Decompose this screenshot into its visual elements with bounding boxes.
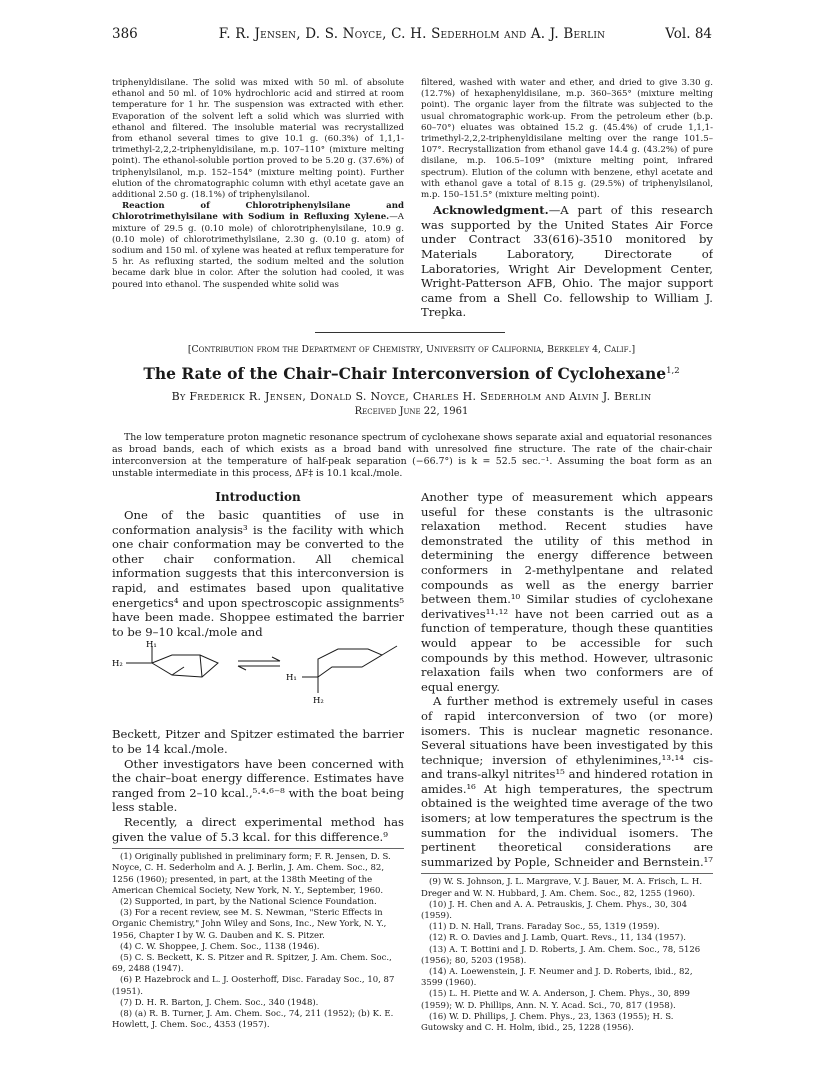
footnote: (14) A. Loewenstein, J. F. Neumer and J. D. Roberts, ibid., 82, 3599 (1960). bbox=[421, 967, 693, 989]
intro-paragraph-2: Beckett, Pitzer and Spitzer estimated the barrier to be 14 kcal./mole. bbox=[112, 727, 404, 756]
label-h1-left: H₁ bbox=[146, 641, 157, 651]
contribution-line: [Contribution from the Department of Chemistry, University of California, Berkeley 4, Calif.] bbox=[187, 344, 636, 355]
label-h2-right: H₂ bbox=[313, 696, 324, 707]
label-h2-left: H₂ bbox=[112, 659, 123, 670]
footnote: (2) Supported, in part, by the National Science Foundation. bbox=[120, 896, 377, 907]
footnote: (3) For a recent review, see M. S. Newman, "Steric Effects in Organic Chemistry," John Wiley and Sons, Inc., New York, N. Y., 1956, Chapter I by W. G. Dauben and K. S. Pitzer. bbox=[112, 908, 387, 941]
footnote-rule bbox=[112, 848, 404, 849]
introduction-heading: Introduction bbox=[215, 490, 301, 504]
reaction-body: —A mixture of 29.5 g. (0.10 mole) of chlorotriphenylsilane, 10.9 g. (0.10 mole) of chlorotrimethylsilane, 2.30 g. (0.10 g. atom) of sodium and 150 ml. of xylene was heated at reflux temperature for 5 hr. As refluxing started, the sodium melted and the solution became dark blue in color. After the solution had cooled, it was poured into ethanol. The suspended white solid was bbox=[112, 212, 404, 290]
right-paragraph-2: A further method is extremely useful in cases of rapid interconversion of two (or more) isomers. This is nuclear magnetic resonance. Several situations have been investigated by this technique; inversion of ethylenimines,¹³·¹⁴ cis- and trans-alkyl nitrites¹⁵ and hindered rotation in amides.¹⁶ At high temperatures, the spectrum obtained is the weighted time average of the two isomers; at low temperatures the spectrum is the summation for the individual isomers. The pertinent theoretical considerations are summarized by Pople, Schneider and Bernstein.¹⁷ bbox=[421, 694, 713, 869]
prev-article-right-column bbox=[421, 78, 713, 330]
footnote: (6) P. Hazebrock and L. J. Oosterhoff, Disc. Faraday Soc., 10, 87 (1951). bbox=[112, 975, 395, 997]
ack-heading: Acknowledgment. bbox=[433, 203, 549, 218]
volume-label: Vol. 84 bbox=[665, 26, 712, 42]
page-number: 386 bbox=[112, 26, 138, 42]
prev-article-left-column bbox=[112, 78, 404, 330]
label-h1-right: H₁ bbox=[286, 673, 297, 684]
footnote: (16) W. D. Phillips, J. Chem. Phys., 23, 1363 (1955); H. S. Gutowsky and C. H. Holm, ibid., 25, 1228 (1956). bbox=[421, 1011, 674, 1034]
byline: By Frederick R. Jensen, Donald S. Noyce, Charles H. Sederholm and Alvin J. Berlin bbox=[171, 390, 652, 403]
ack-body: —A part of this research was supported by the United States Air Force under Contract 33(616)-3510 monitored by Materials Laboratory, Directorate of Laboratories, Wright Air Development Center, Wright-Patterson AFB, Ohio. The major support came from a Shell Co. fellowship to William J. Trepka. bbox=[421, 203, 713, 320]
received-date: Received June 22, 1961 bbox=[354, 406, 469, 417]
article-title bbox=[100, 364, 723, 383]
footnote: (12) R. O. Davies and J. Lamb, Quart. Revs., 11, 134 (1957). bbox=[429, 933, 686, 944]
footnote: (4) C. W. Shoppee, J. Chem. Soc., 1138 (1946). bbox=[120, 941, 320, 952]
prev-left-paragraph-2 bbox=[112, 201, 404, 291]
title-footnote-marks: 1,2 bbox=[666, 365, 680, 376]
footnote: (15) L. H. Piette and W. A. Anderson, J. Chem. Phys., 30, 899 (1959); W. D. Phillips, Ann. N. Y. Acad. Sci., 70, 817 (1958). bbox=[421, 989, 690, 1011]
article-right-column bbox=[421, 490, 713, 1050]
intro-paragraph-3: Other investigators have been concerned with the chair–boat energy difference. Estimates have ranged from 2–10 kcal.,⁵·⁴·⁶⁻⁸ with the boat being less stable. bbox=[112, 756, 404, 815]
abstract-text: The low temperature proton magnetic resonance spectrum of cyclohexane shows separate axial and equatorial resonances as broad bands, each of which exists as a broad band with unresolved fine structure. The rate of the chair-chair interconversion at the temperature of half-peak separation (−66.7°) is k = 52.5 sec.⁻¹. Assuming the boat form as an unstable intermediate in this process, ΔF‡ is 10.1 kcal./mole. bbox=[112, 432, 712, 479]
footnotes-right bbox=[421, 877, 713, 1034]
footnote: (11) D. N. Hall, Trans. Faraday Soc., 55, 1319 (1959). bbox=[429, 922, 660, 933]
chair-interconversion-figure bbox=[112, 641, 404, 721]
footnote: (9) W. S. Johnson, J. L. Margrave, V. J. Bauer, M. A. Frisch, L. H. Dreger and W. N. Hubbard, J. Am. Chem. Soc., 82, 1255 (1960). bbox=[421, 877, 703, 899]
chair-diagram bbox=[112, 641, 404, 721]
footnote-rule-right bbox=[421, 873, 713, 874]
footnote: (1) Originally published in preliminary form; F. R. Jensen, D. S. Noyce, C. H. Sederholm and A. J. Berlin, J. Am. Chem. Soc., 82, 1256 (1960); presented, in part, at the 138th Meeting of the American Chemical Society, New York, N. Y., September, 1960. bbox=[112, 852, 391, 896]
intro-paragraph-4: Recently, a direct experimental method has given the value of 5.3 kcal. for this difference.⁹ bbox=[112, 814, 404, 844]
running-header bbox=[112, 26, 712, 44]
abstract bbox=[112, 432, 712, 480]
article-left-column bbox=[112, 490, 404, 1050]
footnote: (13) A. T. Bottini and J. D. Roberts, J. Am. Chem. Soc., 78, 5126 (1956); 80, 5203 (1958). bbox=[421, 944, 701, 966]
right-paragraph-1: Another type of measurement which appears useful for these constants is the ultrasonic relaxation method. Recent studies have demonstrated the utility of this method in determining the energy difference between conformers in 2-methylpentane and related compounds as well as the energy barrier between them.¹⁰ Similar studies of cyclohexane derivatives¹¹·¹² have not been carried out as a function of temperature, though these quantities would appear to be accessible for such compounds by this method. However, ultrasonic relaxation fails when two conformers are of equal energy. bbox=[421, 490, 713, 694]
running-title: F. R. Jensen, D. S. Noyce, C. H. Sederholm and A. J. Berlin bbox=[218, 26, 606, 42]
prev-right-paragraph: filtered, washed with water and ether, and dried to give 3.30 g. (12.7%) of hexaphenyldisilane, m.p. 360–365° (mixture melting point). The organic layer from the filtrate was subjected to the usual chromatographic work-up. From the petroleum ether (b.p. 60–70°) eluates was obtained 15.2 g. (45.4%) of crude 1,1,1-trimethyl-2,2,2-triphenyldisilane melting over the range 101.5–107°. Recrystallization from ethanol gave 14.4 g. (43.2%) of pure disilane, m.p. 106.5–109° (mixture melting point, infrared spectrum). Elution of the column with benzene, ethyl acetate and with ethanol gave a total of 8.15 g. (29.5%) of triphenylsilanol, m.p. 150–151.5° (mixture melting point). bbox=[421, 78, 713, 201]
acknowledgment bbox=[421, 203, 713, 320]
title-text: The Rate of the Chair–Chair Interconversion of Cyclohexane bbox=[143, 364, 667, 383]
intro-paragraph-1: One of the basic quantities of use in conformation analysis³ is the facility with which one chair conformation may be converted to the other chair conformation. All chemical information suggests that this interconversion is rapid, and estimates based upon qualitative energetics⁴ and upon spectroscopic assignments⁵ have been made. Shoppee estimated the barrier to be 9–10 kcal./mole and bbox=[112, 508, 404, 639]
footnote: (8) (a) R. B. Turner, J. Am. Chem. Soc., 74, 211 (1952); (b) K. E. Howlett, J. Chem. Soc., 4353 (1957). bbox=[112, 1008, 394, 1031]
reaction-heading: Reaction of Chlorotriphenylsilane and Chlorotrimethylsilane with Sodium in Refluxing Xylene. bbox=[112, 201, 404, 223]
prev-left-paragraph: triphenyldisilane. The solid was mixed with 50 ml. of absolute ethanol and 50 ml. of 10% hydrochloric acid and stirred at room temperature for 1 hr. The suspension was extracted with ether. Evaporation of the solvent left a solid which was slurried with ethanol and filtered. The insoluble material was recrystallized from ethanol several times to give 10.1 g. (60.3%) of 1,1,1-trimethyl-2,2,2-triphenyldisilane, m.p. 107–110° (mixture melting point). The ethanol-soluble portion proved to be 5.20 g. (37.6%) of triphenylsilanol, m.p. 152–154° (mixture melting point). Further elution of the chromatographic column with ethyl acetate gave an additional 2.50 g. (18.1%) of triphenylsilanol. bbox=[112, 78, 404, 201]
footnote: (10) J. H. Chen and A. A. Petrauskis, J. Chem. Phys., 30, 304 (1959). bbox=[421, 899, 687, 922]
footnotes-left bbox=[112, 852, 404, 1031]
footnote: (7) D. H. R. Barton, J. Chem. Soc., 340 (1948). bbox=[120, 997, 319, 1008]
footnote: (5) C. S. Beckett, K. S. Pitzer and R. Spitzer, J. Am. Chem. Soc., 69, 2488 (1947). bbox=[112, 952, 392, 975]
section-divider bbox=[315, 332, 505, 333]
